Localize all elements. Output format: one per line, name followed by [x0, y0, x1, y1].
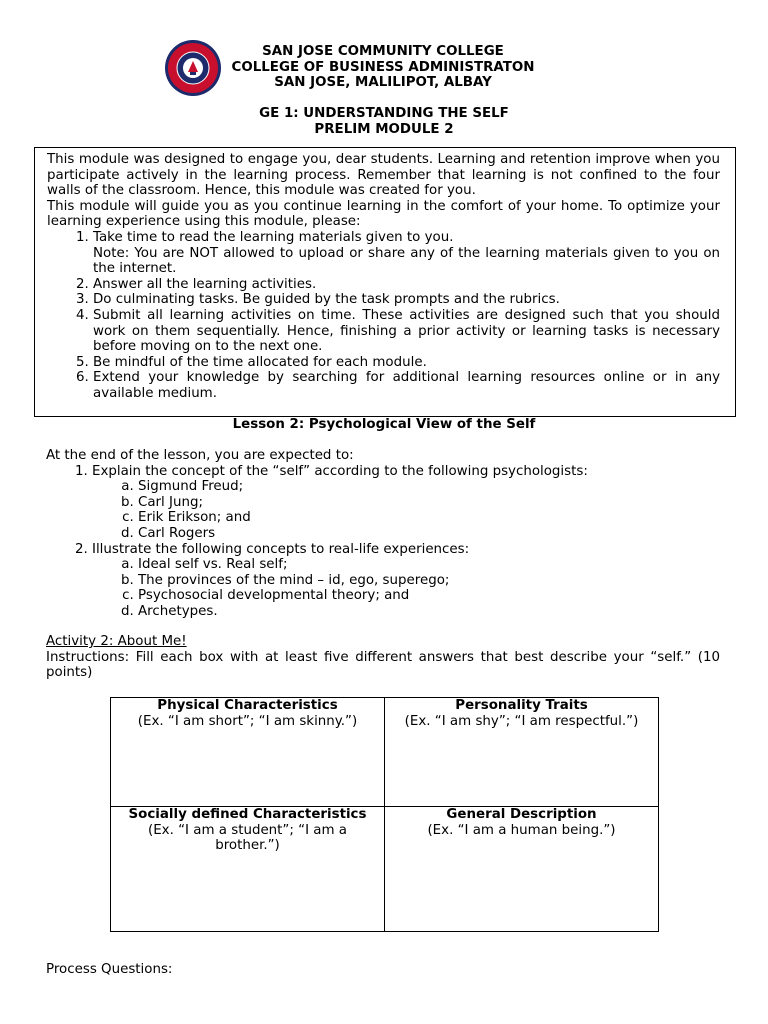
- cell-title: Socially defined Characteristics: [128, 807, 367, 822]
- school-address: SAN JOSE, MALILIPOT, ALBAY: [274, 75, 492, 91]
- list-item: 3. Do culminating tasks. Be guided by the task prompts and the rubrics.: [93, 292, 720, 308]
- about-me-table: [110, 697, 659, 932]
- list-item: 6. Extend your knowledge by searching for additional learning resources online or in any available medium.: [93, 370, 720, 401]
- cell-example: (Ex. “I am short”; “I am skinny.”): [137, 713, 358, 729]
- list-item: 2. Illustrate the following concepts to real-life experiences: a. Ideal self vs. Real self; b. The provinces of the mind – id, ego, superego; c. Psychosocial developmental theory; and d. Archetypes.: [92, 542, 720, 620]
- list-item: d. Archetypes.: [138, 604, 720, 620]
- lesson-objectives: [46, 448, 720, 620]
- cell-example: (Ex. “I am a student”; “I am a brother.”): [148, 822, 347, 854]
- subject-heading: [200, 106, 568, 137]
- list-item: c. Psychosocial developmental theory; and: [138, 588, 720, 604]
- module-title: PRELIM MODULE 2: [314, 121, 454, 137]
- objectives-list: [46, 464, 720, 620]
- intro-box: [34, 147, 736, 417]
- answer-cell-personality[interactable]: [385, 698, 659, 807]
- intro-paragraph-1: This module was designed to engage you, dear students. Learning and retention improve when you participate actively in the learning process. Remember that learning is not confined to the four walls of the classroom. Hence, this module was created for you.: [47, 152, 720, 199]
- intro-paragraph-2: This module will guide you as you continue learning in the comfort of your home. To optimize your learning experience using this module, please:: [47, 198, 720, 230]
- list-item: 4. Submit all learning activities on time. These activities are designed such that you should work on them sequentially. Hence, finishing a prior activity or learning tasks is necessary before moving on to the next one.: [93, 308, 720, 355]
- course-title: GE 1: UNDERSTANDING THE SELF: [259, 106, 509, 121]
- cell-example: (Ex. “I am shy”; “I am respectful.”): [404, 713, 639, 729]
- activity-section: [46, 634, 720, 681]
- cell-example: (Ex. “I am a human being.”): [427, 822, 616, 838]
- list-item: 2. Answer all the learning activities.: [93, 277, 720, 293]
- psychologists-list: [92, 479, 720, 541]
- list-item: 1. Take time to read the learning materials given to you. Note: You are NOT allowed to upload or share any of the learning materials given to you on the internet.: [93, 230, 720, 277]
- list-item: a. Sigmund Freud;: [138, 479, 720, 495]
- answer-cell-physical[interactable]: [111, 698, 385, 807]
- answer-cell-general[interactable]: [385, 807, 659, 932]
- school-name: SAN JOSE COMMUNITY COLLEGE: [262, 44, 504, 59]
- school-header: [210, 44, 556, 91]
- list-item: c. Erik Erikson; and: [138, 510, 720, 526]
- intro-list: [47, 230, 720, 402]
- objectives-lead: At the end of the lesson, you are expected to:: [46, 448, 354, 463]
- cell-title: Personality Traits: [455, 698, 588, 713]
- list-item: b. The provinces of the mind – id, ego, superego;: [138, 573, 720, 589]
- college-name: COLLEGE OF BUSINESS ADMINISTRATON: [231, 59, 535, 75]
- lesson-title: Lesson 2: Psychological View of the Self: [232, 417, 536, 432]
- cell-title: Physical Characteristics: [157, 698, 338, 713]
- list-item: 5. Be mindful of the time allocated for each module.: [93, 355, 720, 371]
- list-item: b. Carl Jung;: [138, 495, 720, 511]
- list-item: d. Carl Rogers: [138, 526, 720, 542]
- list-item: a. Ideal self vs. Real self;: [138, 557, 720, 573]
- concepts-list: [92, 557, 720, 619]
- note-text: Note: You are NOT allowed to upload or share any of the learning materials given to you on the internet.: [93, 245, 720, 277]
- list-item: 1. Explain the concept of the “self” according to the following psychologists: a. Sigmund Freud; b. Carl Jung; c. Erik Erikson; and d. Carl Rogers: [92, 464, 720, 542]
- cell-title: General Description: [446, 807, 597, 822]
- activity-title: Activity 2: About Me!: [46, 634, 187, 649]
- answer-cell-social[interactable]: [111, 807, 385, 932]
- activity-instructions: Instructions: Fill each box with at least five different answers that best describe your “self.” (10 points): [46, 649, 720, 681]
- process-questions-heading: Process Questions:: [46, 962, 173, 977]
